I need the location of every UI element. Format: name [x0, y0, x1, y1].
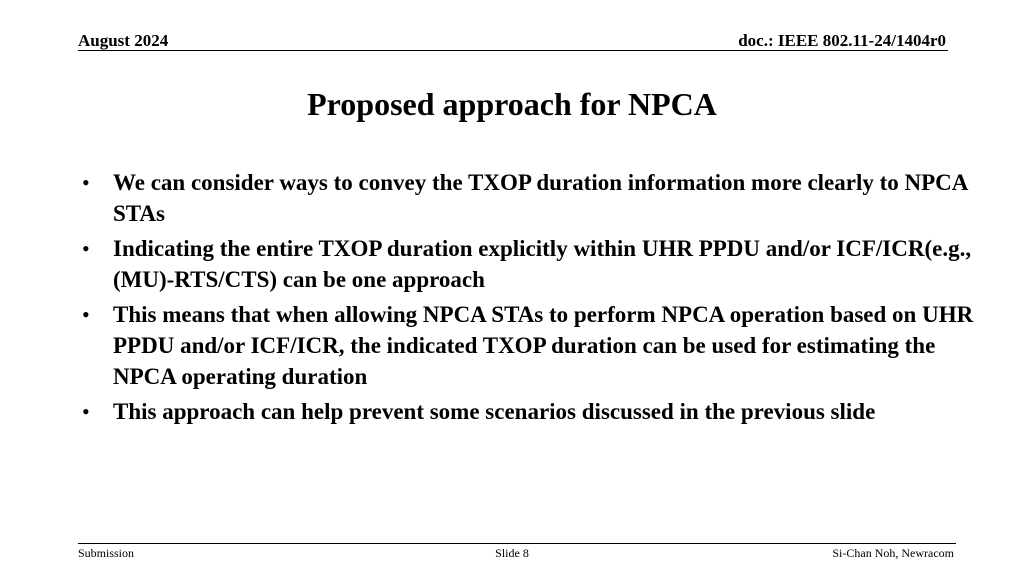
header-doc-id: doc.: IEEE 802.11-24/1404r0: [738, 31, 946, 50]
bullet-dot-icon: •: [82, 302, 90, 327]
bullet-item-1: [80, 167, 1000, 229]
bullet-item-2: [80, 233, 1000, 295]
bullet-text-2: Indicating the entire TXOP duration explicitly within UHR PPDU and/or ICF/ICR(e.g., (MU)-RTS/CTS) can be one approach: [113, 236, 972, 292]
bullet-text-4: This approach can help prevent some scenarios discussed in the previous slide: [113, 399, 876, 424]
bullet-dot-icon: •: [82, 399, 90, 424]
footer-divider: [78, 543, 956, 544]
footer-submission: Submission: [78, 546, 135, 560]
header-date: August 2024: [78, 31, 169, 50]
bullet-item-3: [80, 299, 1000, 392]
bullet-text-1: We can consider ways to convey the TXOP duration information more clearly to NPCA STAs: [113, 170, 968, 226]
slide-title: Proposed approach for NPCA: [307, 86, 717, 122]
bullet-dot-icon: •: [82, 170, 90, 195]
bullet-list: [80, 167, 1000, 431]
bullet-text-3: This means that when allowing NPCA STAs to perform NPCA operation based on UHR PPDU and/or ICF/ICR, the indicated TXOP duration can be used for estimating the NPCA operating duration: [113, 302, 974, 389]
footer-slide-number: Slide 8: [495, 546, 529, 560]
bullet-dot-icon: •: [82, 236, 90, 261]
header-divider: [78, 50, 948, 51]
footer-author: Si-Chan Noh, Newracom: [832, 546, 954, 560]
bullet-item-4: [80, 396, 1000, 427]
